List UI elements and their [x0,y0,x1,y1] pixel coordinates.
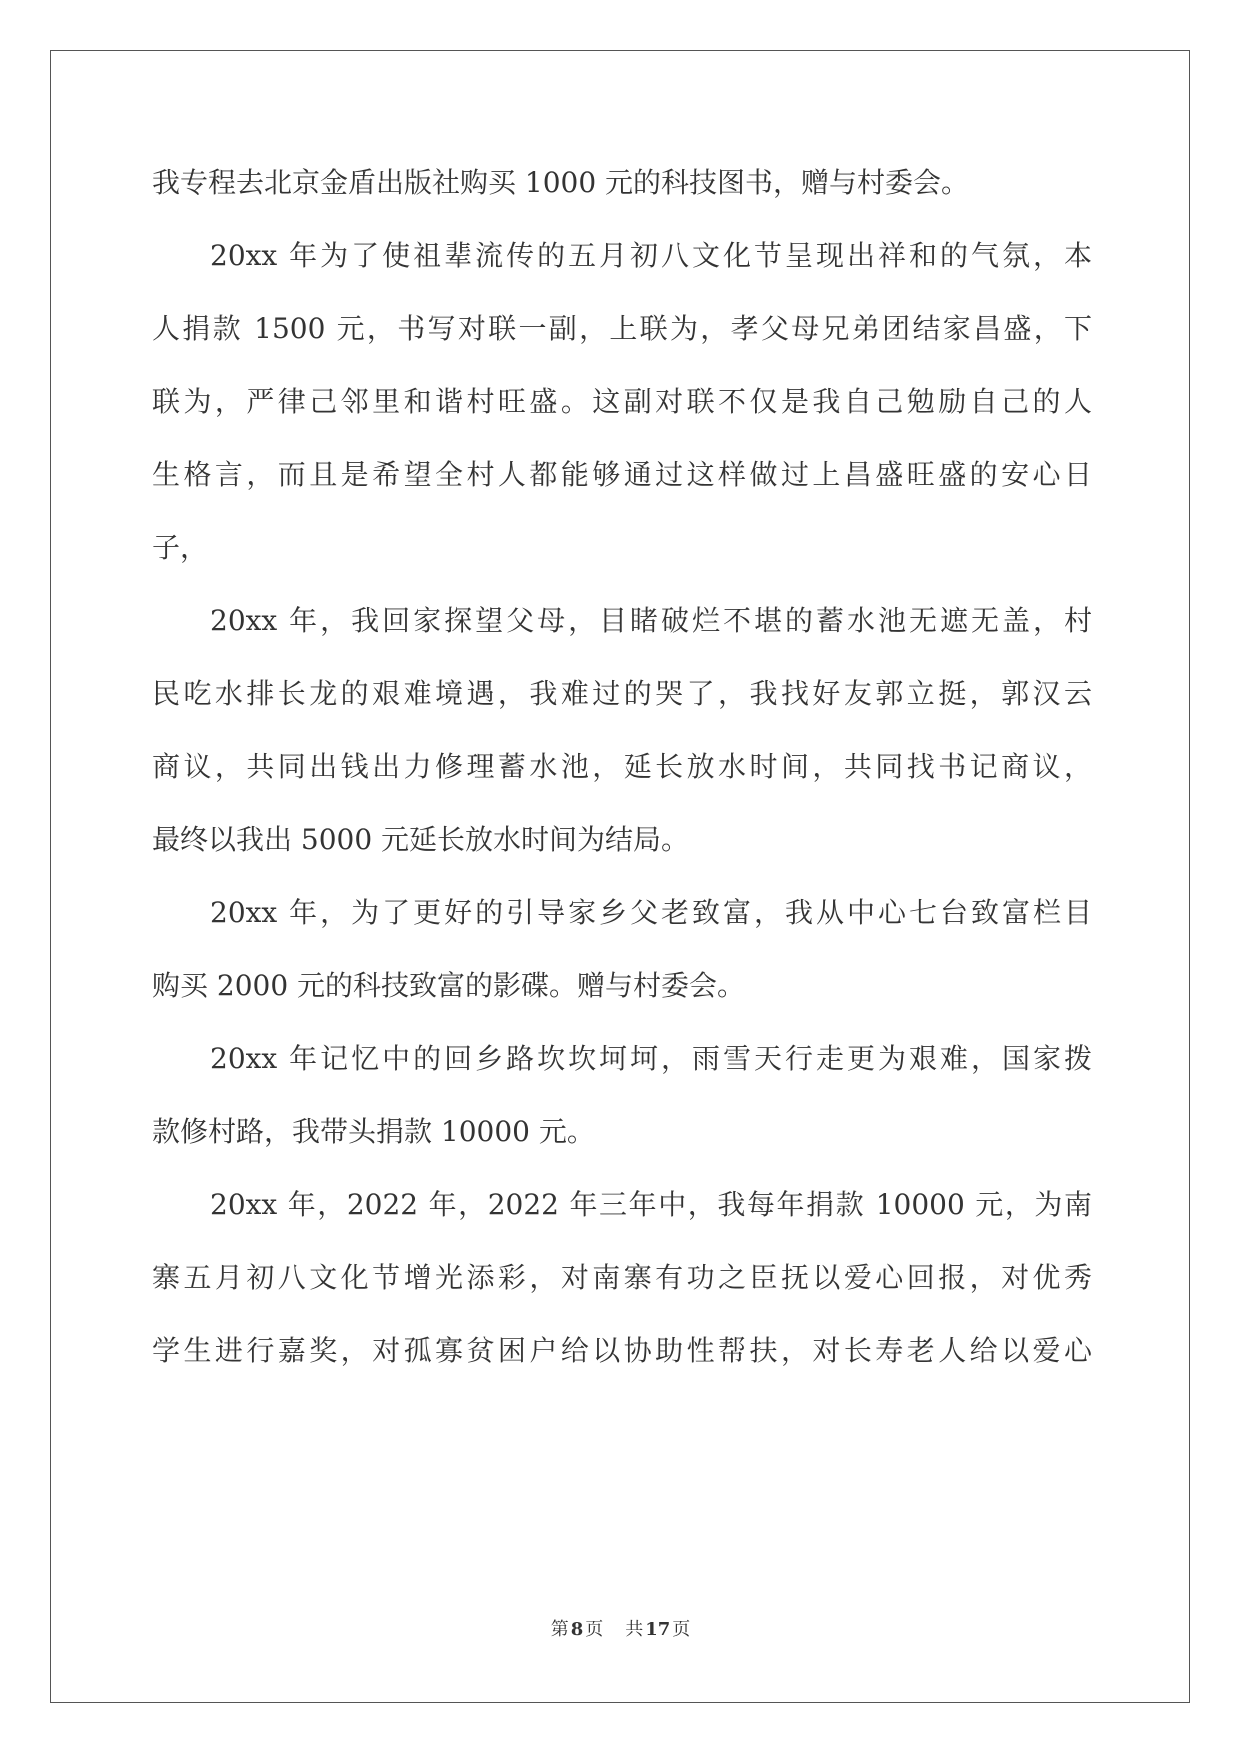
text-line: 20xx 年为了使祖辈流传的五月初八文化节呈现出祥和的气氛，本 [210,239,1092,272]
total-suffix: 页 [672,1619,691,1640]
text-line: 人捐款 1500 元，书写对联一副，上联为，孝父母兄弟团结家昌盛，下 [152,312,1092,345]
text-line: 购买 2000 元的科技致富的影碟。赠与村委会。 [152,969,746,1002]
text-line: 20xx 年，2022 年，2022 年三年中，我每年捐款 10000 元，为南 [210,1188,1092,1221]
text-line: 20xx 年，我回家探望父母，目睹破烂不堪的蓄水池无遮无盖，村 [210,604,1092,637]
text-line: 学生进行嘉奖，对孤寡贫困户给以协助性帮扶，对长寿老人给以爱心 [152,1334,1092,1367]
text-line: 最终以我出 5000 元延长放水时间为结局。 [152,823,690,856]
text-line: 20xx 年记忆中的回乡路坎坎坷坷，雨雪天行走更为艰难，国家拨 [210,1042,1092,1075]
total-pages: 17 [645,1619,671,1640]
text-line: 商议，共同出钱出力修理蓄水池，延长放水时间，共同找书记商议， [152,750,1092,783]
text-line: 款修村路，我带头捐款 10000 元。 [152,1115,595,1148]
text-line: 我专程去北京金盾出版社购买 1000 元的科技图书，赠与村委会。 [152,166,970,199]
text-line: 子， [152,531,209,564]
text-line: 生格言，而且是希望全村人都能够通过这样做过上昌盛旺盛的安心日 [152,458,1092,491]
page-footer [0,1618,1241,1642]
page-border [50,50,1190,1703]
text-line: 民吃水排长龙的艰难境遇，我难过的哭了，我找好友郭立挺，郭汉云 [152,677,1092,710]
text-line: 寨五月初八文化节增光添彩，对南寨有功之臣抚以爱心回报，对优秀 [152,1261,1092,1294]
page-prefix: 第 [550,1619,569,1640]
page-number: 8 [570,1619,584,1640]
page-suffix: 页 [585,1619,604,1640]
total-prefix: 共 [625,1619,644,1640]
text-line: 20xx 年，为了更好的引导家乡父老致富，我从中心七台致富栏目 [210,896,1092,929]
text-line: 联为，严律己邻里和谐村旺盛。这副对联不仅是我自己勉励自己的人 [152,385,1092,418]
